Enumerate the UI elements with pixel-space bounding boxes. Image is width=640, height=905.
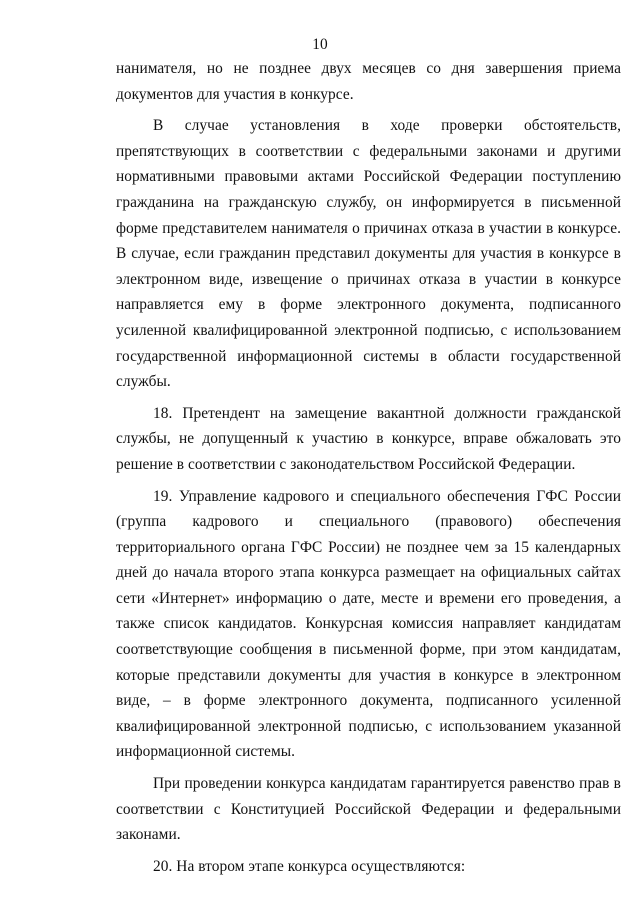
paragraph-continuation: нанимателя, но не позднее двух месяцев со дня завершения приема документов для участия в конкурсе. — [116, 60, 621, 103]
paragraph-equal-rights: При проведении конкурса кандидатам гарантируется равенство прав в соответствии с Конституцией Российской Федерации и федеральными законами. — [116, 775, 621, 844]
document-body — [116, 56, 621, 885]
paragraph-item-18: 18. Претендент на замещение вакантной должности гражданской службы, не допущенный к участию в конкурсе, вправе обжаловать это решение в соответствии с законодательством Российской Федерации. — [116, 404, 621, 473]
paragraph-refusal-notice: В случае установления в ходе проверки обстоятельств, препятствующих в соответствии с федеральными законами и другими нормативными правовыми актами Российской Федерации поступлению гражданина на гражданскую службу, он информируется в письменной форме представителем нанимателя о причинах отказа в участии в конкурсе. В случае, если гражданин представил документы для участия в конкурсе в электронном виде, извещение о причинах отказа в участии в конкурсе направляется ему в форме электронного документа, подписанного усиленной квалифицированной электронной подписью, с использованием государственной информационной системы в области государственной службы. — [116, 117, 621, 391]
paragraph-item-20: 20. На втором этапе конкурса осуществляются: — [153, 857, 466, 875]
paragraph-item-19: 19. Управление кадрового и специального обеспечения ГФС России (группа кадрового и специального (правового) обеспечения территориального органа ГФС России) не позднее чем за 15 календарных дней до начала второго этапа конкурса размещает на официальных сайтах сети «Интернет» информацию о дате, месте и времени его проведения, а также список кандидатов. Конкурсная комиссия направляет кандидатам соответствующие сообщения в письменной форме, при этом кандидатам, которые представили документы для участия в конкурсе в электронном виде, – в форме электронного документа, подписанного усиленной квалифицированной электронной подписью, с использованием указанной информационной системы. — [116, 487, 621, 761]
page-number: 10 — [312, 36, 328, 53]
